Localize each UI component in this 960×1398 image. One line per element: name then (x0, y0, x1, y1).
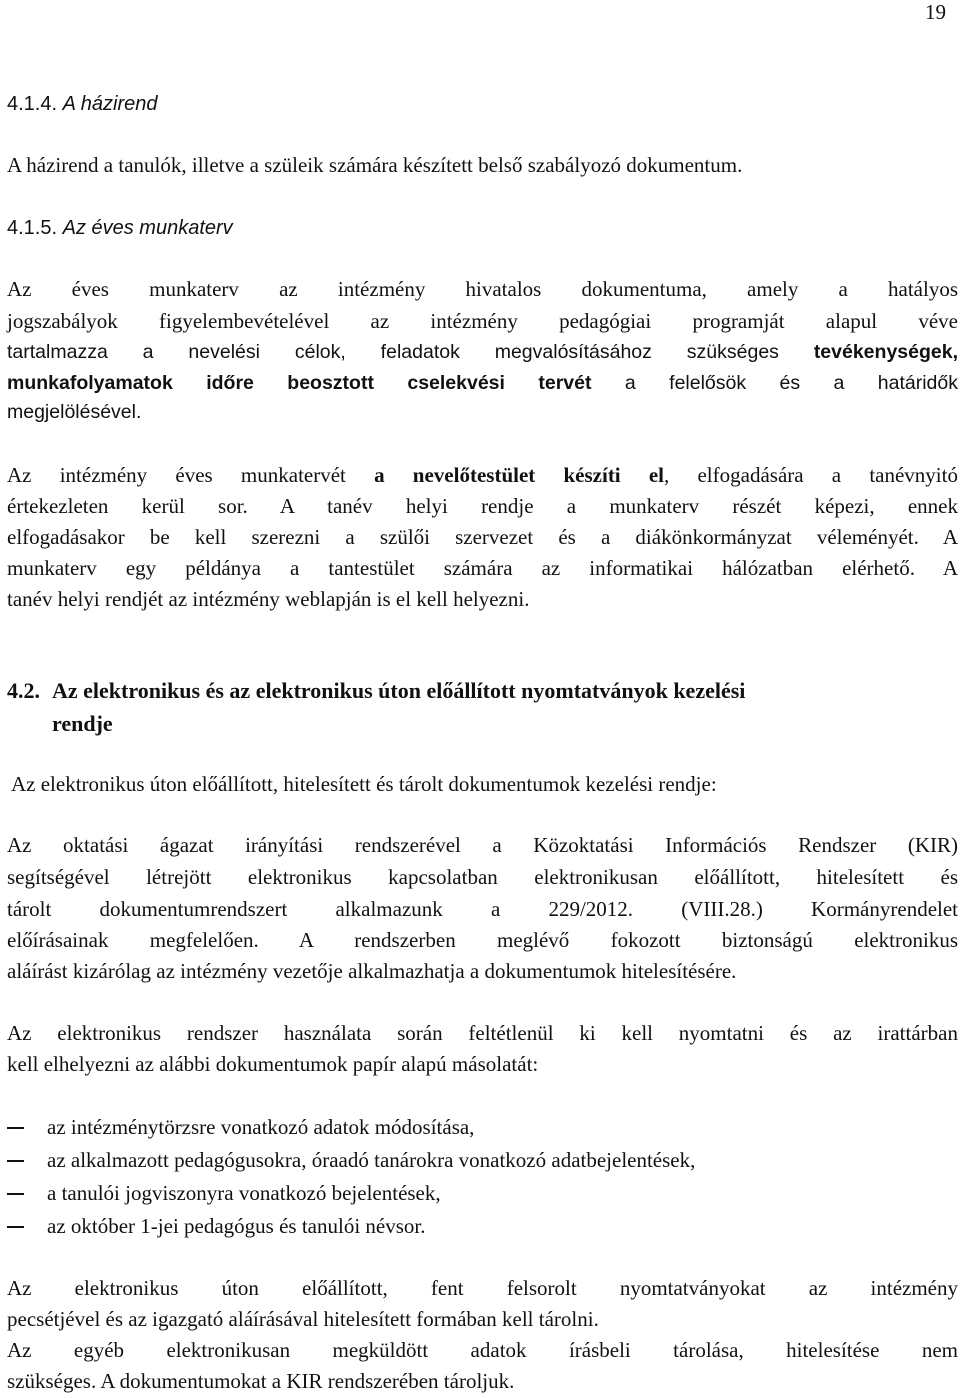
munkaterv-line-3 (7, 340, 958, 364)
kir-line-2: segítségével létrejött elektronikus kapcsolatban elektronikusan előállított, hitelesített és (7, 865, 958, 889)
intro-paragraph: Az elektronikus úton előállított, hitelesített és tárolt dokumentumok kezelési rendje: (11, 772, 717, 796)
dash-bullet-icon (7, 1127, 24, 1129)
munkaterv-line-5: megjelölésével. (7, 401, 142, 423)
heading-4-2-title-line-1: Az elektronikus és az elektronikus úton előállított nyomtatványok kezelési (52, 678, 746, 703)
munkaterv-line-4-text: a felelősök és a határidők (591, 372, 958, 394)
tarolas-line-4: szükséges. A dokumentumokat a KIR rendszerében tároljuk. (7, 1369, 515, 1393)
nevelotestulet-line-2: értekezleten kerül sor. A tanév helyi rendje a munkaterv részét képezi, ennek (7, 494, 958, 518)
kir-line-3: tárolt dokumentumrendszert alkalmazunk a 229/2012. (VIII.28.) Kormányrendelet (7, 897, 958, 921)
nevelotestulet-line-4: munkaterv egy példánya a tantestület számára az informatikai hálózatban elérhető. A (7, 556, 958, 580)
nevelotestulet-line-1-bold: a nevelőtestület készíti el (374, 463, 665, 487)
list-item (7, 1115, 474, 1139)
dash-bullet-icon (7, 1160, 24, 1162)
list-item-text: az október 1-jei pedagógus és tanulói névsor. (47, 1214, 426, 1238)
munkaterv-line-2: jogszabályok figyelembevételével az intézmény pedagógiai programját alapul véve (7, 309, 958, 333)
munkaterv-line-3-text: tartalmazza a nevelési célok, feladatok megvalósításához szükséges (7, 341, 814, 363)
heading-4-1-4-title: A házirend (62, 93, 158, 115)
munkaterv-line-4 (7, 371, 958, 395)
heading-4-2-title-line-2: rendje (52, 711, 113, 736)
list-item (7, 1181, 441, 1205)
nevelotestulet-line-1 (7, 463, 958, 487)
heading-4-1-5-number: 4.1.5. (7, 217, 63, 239)
nevelotestulet-line-1-rest: , elfogadására a tanévnyitó (664, 463, 958, 487)
tarolas-line-2: pecsétjével és az igazgató aláírásával hitelesített formában kell tárolni. (7, 1307, 599, 1331)
kir-line-5: aláírást kizárólag az intézmény vezetője alkalmazhatja a dokumentumok hitelesítésére. (7, 959, 737, 983)
tarolas-line-1: Az elektronikus úton előállított, fent felsorolt nyomtatványokat az intézmény (7, 1276, 958, 1300)
kir-line-1: Az oktatási ágazat irányítási rendszerével a Közoktatási Információs Rendszer (KIR) (7, 833, 958, 857)
tarolas-line-3: Az egyéb elektronikusan megküldött adatok írásbeli tárolása, hitelesítése nem (7, 1338, 958, 1362)
heading-4-1-4-number: 4.1.4. (7, 93, 63, 115)
list-item-text: az intézménytörzsre vonatkozó adatok módosítása, (47, 1115, 475, 1139)
papir-line-1: Az elektronikus rendszer használata során feltétlenül ki kell nyomtatni és az irattárban (7, 1021, 958, 1045)
list-item-text: a tanulói jogviszonyra vonatkozó bejelentések, (47, 1181, 441, 1205)
list-item-text: az alkalmazott pedagógusokra, óraadó tanárokra vonatkozó adatbejelentések, (47, 1148, 696, 1172)
heading-4-2 (7, 679, 958, 703)
heading-4-1-5-title: Az éves munkaterv (62, 217, 233, 239)
nevelotestulet-line-1-text: Az intézmény éves munkatervét (7, 463, 375, 487)
heading-4-1-5 (7, 216, 958, 240)
munkaterv-line-1: Az éves munkaterv az intézmény hivatalos dokumentuma, amely a hatályos (7, 277, 958, 301)
heading-4-1-4 (7, 92, 958, 116)
dash-bullet-icon (7, 1193, 24, 1195)
munkaterv-line-4-bold: munkafolyamatok időre beosztott cselekvési tervét (7, 372, 592, 394)
papir-line-2: kell elhelyezni az alábbi dokumentumok papír alapú másolatát: (7, 1052, 539, 1076)
hazirend-paragraph: A házirend a tanulók, illetve a szüleik számára készített belső szabályozó dokumentum. (7, 153, 743, 177)
page-number: 19 (925, 0, 946, 24)
list-item (7, 1148, 695, 1172)
nevelotestulet-line-3: elfogadásakor be kell szerezni a szülői szervezet és a diákönkormányzat véleményét. A (7, 525, 958, 549)
kir-line-4: előírásainak megfelelően. A rendszerben meglévő fokozott biztonságú elektronikus (7, 928, 958, 952)
list-item (7, 1214, 425, 1238)
munkaterv-line-3-bold: tevékenységek, (813, 341, 958, 363)
nevelotestulet-line-5: tanév helyi rendjét az intézmény weblapján is el kell helyezni. (7, 587, 530, 611)
heading-4-2-number: 4.2. (7, 678, 40, 703)
dash-bullet-icon (7, 1226, 24, 1228)
